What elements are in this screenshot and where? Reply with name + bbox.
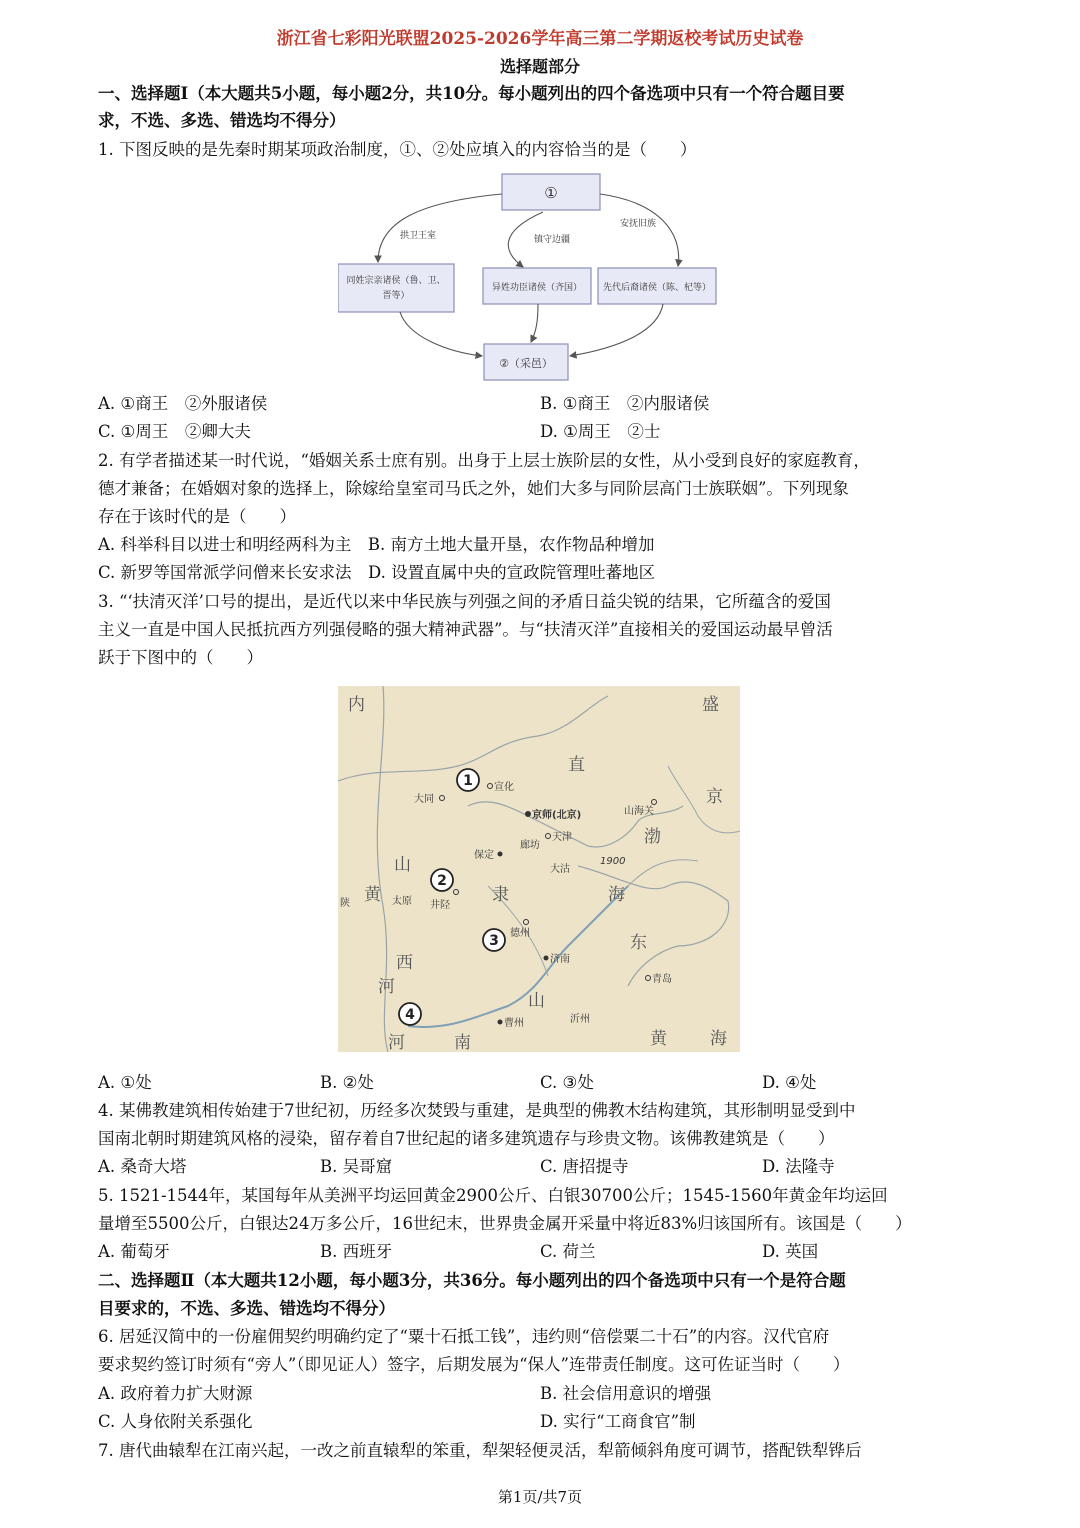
diagram-box-right-text: 先代后裔诸侯（陈、杞等） (602, 283, 712, 293)
q5-option-a[interactable]: A. 葡萄牙 (98, 1242, 170, 1261)
map-label-jing: 京 (706, 787, 723, 807)
map-label-sheng: 盛 (702, 695, 719, 715)
diagram-label-mid: 镇守边疆 (533, 235, 571, 245)
q1-option-d[interactable]: D. ①周王 ②士 (540, 422, 661, 441)
diagram-arrow-right-down (570, 304, 663, 356)
map-label-huang2: 黄 (650, 1029, 667, 1049)
map-label-year: 1900 (600, 856, 626, 867)
q5-stem-line1: 5. 1521-1544年，某国每年从美洲平均运回黄金2900公斤、白银30700公斤；1545-1560年黄金年均运回 (98, 1186, 888, 1205)
diagram-arrow-left (378, 194, 502, 262)
map-label-huang: 黄 (364, 885, 381, 905)
q3-map (338, 686, 740, 1052)
q1-option-c[interactable]: C. ①周王 ②卿大夫 (98, 422, 251, 441)
map-marker-1-num: 1 (463, 773, 473, 789)
q6-option-b[interactable]: B. 社会信用意识的增强 (540, 1384, 712, 1403)
map-label-caozhou: 曹州 (504, 1018, 524, 1029)
q4-option-b[interactable]: B. 吴哥窟 (320, 1157, 393, 1176)
map-marker-2-num: 2 (437, 873, 447, 889)
q2-options-cd[interactable]: C. 新罗等国常派学问僧来长安求法 D. 设置直属中央的宣政院管理吐蕃地区 (98, 563, 656, 582)
q6-option-d[interactable]: D. 实行“工商食官”制 (540, 1412, 696, 1431)
q7-stem-line1: 7. 唐代曲辕犁在江南兴起，一改之前直辕犁的笨重，犁架轻便灵活，犁箭倾斜角度可调节，搭配铁犁铧后 (98, 1441, 862, 1460)
q3-option-a[interactable]: A. ①处 (98, 1073, 152, 1092)
map-dot-jingshi (525, 811, 531, 817)
map-label-taiyuan: 太原 (392, 896, 412, 907)
q2-options-ab[interactable]: A. 科举科目以进士和明经两科为主 B. 南方土地大量开垦，农作物品种增加 (98, 535, 655, 554)
section1-heading-line2: 求，不选、多选、错选均不得分） (98, 111, 346, 130)
q1-option-a[interactable]: A. ①商王 ②外服诸侯 (98, 394, 268, 413)
diagram-bottom-text: ②（采邑） (499, 357, 553, 370)
map-label-shaan: 陕 (340, 898, 350, 909)
map-marker-4-num: 4 (405, 1007, 415, 1023)
q4-stem-line2: 国南北朝时期建筑风格的浸染，留存着自7世纪起的诸多建筑遗存与珍贵文物。该佛教建筑是（ ） (98, 1129, 835, 1148)
q3-stem-line3: 跃于下图中的（ ） (98, 648, 263, 667)
map-label-baoding: 保定 (474, 850, 494, 861)
map-label-xuanhua: 宣化 (494, 782, 514, 793)
q6-stem-line1: 6. 居延汉简中的一份雇佣契约明确约定了“粟十石抵工钱”，违约则“倍偿粟二十石”的内容。汉代官府 (98, 1327, 830, 1346)
map-dot-jinan (544, 956, 549, 961)
q4-stem-line1: 4. 某佛教建筑相传始建于7世纪初，历经多次焚毁与重建，是典型的佛教木结构建筑，其形制明显受到中 (98, 1101, 856, 1120)
q3-option-d[interactable]: D. ④处 (762, 1073, 817, 1092)
map-label-xi: 西 (396, 953, 413, 973)
diagram-box-mid-text: 异姓功臣诸侯（齐国） (491, 283, 583, 293)
page-footer: 第1页/共7页 (497, 1488, 583, 1506)
map-label-jingshi: 京师(北京) (532, 810, 582, 821)
map-label-hai: 海 (608, 885, 625, 905)
q1-diagram (338, 172, 720, 384)
map-label-dezhou: 德州 (510, 928, 530, 939)
q3-stem-line1: 3. “‘扶清灭洋’口号的提出，是近代以来中华民族与列强之间的矛盾日益尖锐的结果，它所蕴含的爱国 (98, 592, 831, 611)
section2-heading-line1: 二、选择题Ⅱ（本大题共12小题，每小题3分，共36分。每小题列出的四个备选项中只有一个是符合题 (98, 1271, 846, 1290)
q2-stem-line3: 存在于该时代的是（ ） (98, 507, 296, 526)
q3-option-b[interactable]: B. ②处 (320, 1073, 374, 1092)
diagram-box-left-text1: 同姓宗亲诸侯（鲁、卫、 (346, 276, 446, 286)
map-label-shan: 山 (394, 855, 411, 875)
q4-option-c[interactable]: C. 唐招提寺 (540, 1157, 629, 1176)
q5-option-c[interactable]: C. 荷兰 (540, 1242, 596, 1261)
map-label-shan2: 山 (528, 991, 545, 1011)
q4-option-d[interactable]: D. 法隆寺 (762, 1157, 835, 1176)
diagram-box-left-text2: 晋等） (382, 291, 410, 301)
q5-option-b[interactable]: B. 西班牙 (320, 1242, 393, 1261)
q4-option-a[interactable]: A. 桑奇大塔 (98, 1157, 187, 1176)
map-label-qingdao: 青岛 (652, 974, 672, 985)
map-label-hai2: 海 (710, 1029, 727, 1049)
diagram-arrow-right (600, 194, 679, 266)
map-marker-3-num: 3 (489, 933, 499, 949)
section-subtitle: 选择题部分 (499, 57, 580, 76)
map-label-zhi: 直 (568, 755, 585, 775)
q2-stem-line1: 2. 有学者描述某一时代说，“婚姻关系士庶有别。出身于上层士族阶层的女性，从小受到良好的家庭教育， (98, 451, 870, 470)
diagram-box-left (338, 264, 454, 312)
q3-option-c[interactable]: C. ③处 (540, 1073, 594, 1092)
map-label-nan: 南 (454, 1033, 471, 1052)
section1-heading-line1: 一、选择题Ⅰ（本大题共5小题，每小题2分，共10分。每小题列出的四个备选项中只有一个符合题目要 (98, 84, 845, 103)
map-label-shanhaiguan: 山海关 (624, 806, 654, 817)
map-label-jingxing: 井陉 (430, 900, 450, 911)
map-label-he: 河 (378, 977, 395, 997)
map-label-he2: 河 (388, 1033, 405, 1052)
q5-stem-line2: 量增至5500公斤，白银达24万多公斤，16世纪末，世界贵金属开采量中将近83%归该国所有。该国是（ ） (98, 1214, 912, 1233)
map-label-yizhou: 沂州 (570, 1014, 590, 1025)
section2-heading-line2: 目要求的，不选、多选、错选均不得分） (98, 1299, 395, 1318)
q1-stem: 1. 下图反映的是先秦时期某项政治制度，①、②处应填入的内容恰当的是（ ） (98, 140, 697, 159)
q5-option-d[interactable]: D. 英国 (762, 1242, 819, 1261)
diagram-arrow-mid-down (531, 304, 538, 342)
exam-title: 浙江省七彩阳光联盟2025-2026学年高三第二学期返校考试历史试卷 (276, 29, 804, 49)
map-label-li: 隶 (492, 885, 509, 905)
map-label-dong: 东 (630, 933, 647, 953)
map-label-langfang: 廊坊 (520, 840, 540, 851)
map-label-bo: 渤 (644, 827, 661, 847)
map-dot-caozhou (498, 1020, 503, 1025)
map-label-jinan: 济南 (550, 954, 570, 965)
diagram-label-left: 拱卫王室 (399, 231, 437, 241)
map-label-dagu: 大沽 (550, 864, 570, 875)
q6-option-a[interactable]: A. 政府着力扩大财源 (98, 1384, 253, 1403)
diagram-top-text: ① (544, 184, 558, 202)
map-label-datong: 大同 (414, 794, 434, 805)
q3-stem-line2: 主义一直是中国人民抵抗西方列强侵略的强大精神武器”。与“扶清灭洋”直接相关的爱国运动最早曾活 (98, 620, 833, 639)
map-label-nei: 内 (348, 695, 365, 715)
q1-option-b[interactable]: B. ①商王 ②内服诸侯 (540, 394, 710, 413)
q6-option-c[interactable]: C. 人身依附关系强化 (98, 1412, 253, 1431)
diagram-arrow-left-down (400, 312, 482, 356)
map-label-tianjin: 天津 (552, 832, 572, 843)
q2-stem-line2: 德才兼备；在婚姻对象的选择上，除嫁给皇室司马氏之外，她们大多与同阶层高门士族联姻”。下列现象 (98, 479, 849, 498)
q6-stem-line2: 要求契约签订时须有“旁人”（即见证人）签字，后期发展为“保人”连带责任制度。这可佐证当时（ ） (98, 1355, 850, 1374)
diagram-label-right: 安抚旧族 (619, 219, 657, 229)
map-dot-baoding (498, 852, 503, 857)
